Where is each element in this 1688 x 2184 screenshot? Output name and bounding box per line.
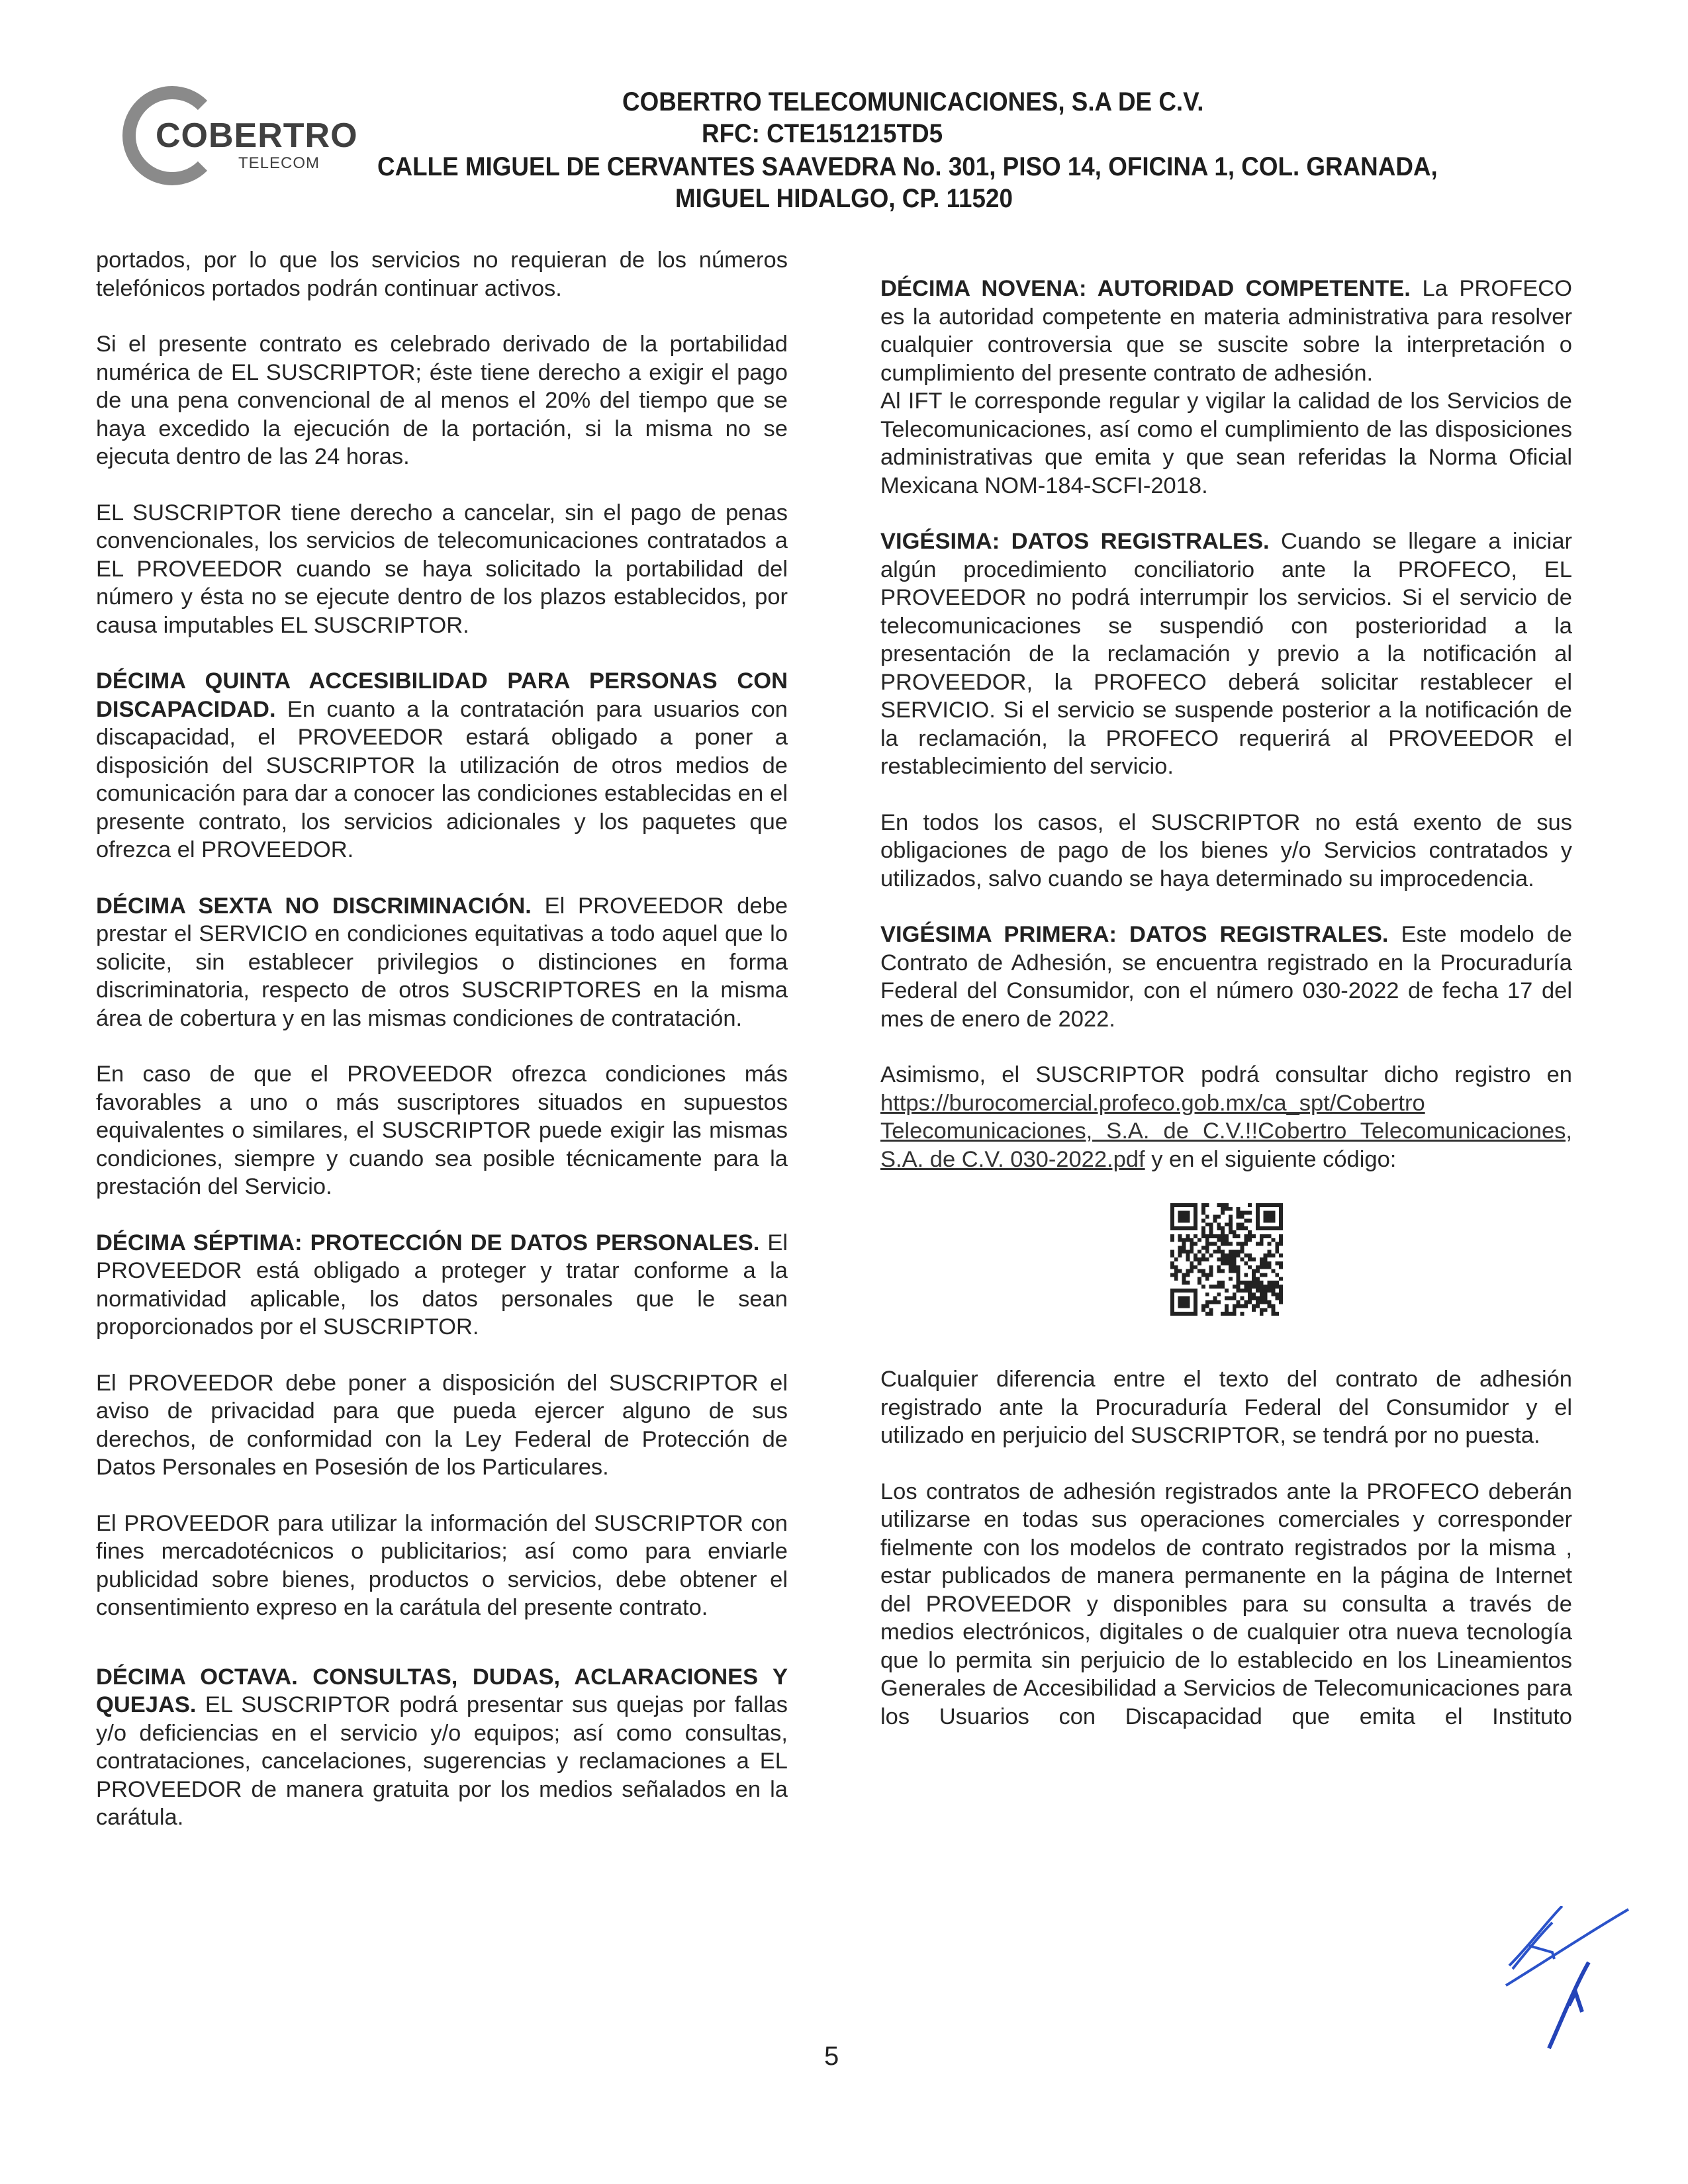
- header-rfc: RFC: CTE151215TD5: [702, 119, 943, 148]
- logo-name: COBERTRO: [156, 116, 358, 155]
- clause-15: [96, 667, 788, 864]
- signature-icon: [1489, 1906, 1635, 2058]
- profeco-registry-link[interactable]: https://burocomercial.profeco.gob.mx/ca_spt/Cobertro Telecomunicaciones, S.A. de C.V.!!Cobertro Telecomunicaciones, S.A. de C.V. 030-2022.pdf: [880, 1090, 1572, 1172]
- clause-21-title: VIGÉSIMA PRIMERA: DATOS REGISTRALES.: [880, 922, 1389, 947]
- clause-20-body: Cuando se llegare a iniciar algún procedimiento conciliatorio ante la PROFECO, EL PROVEEDOR no podrá interrumpir los servicios. Si el servicio de telecomunicaciones se suspendió con posterioridad a la presentación de la reclamación y previo a la notificación al PROVEEDOR, la PROFECO deberá solicitar restablecer el SERVICIO. Si el servicio se suspende posterior a la notificación de la reclamación, la PROFECO requerirá al PROVEEDOR el restablecimiento del servicio.: [880, 529, 1572, 779]
- paragraph-todos-los-casos: En todos los casos, el SUSCRIPTOR no está exento de sus obligaciones de pago de los bienes y/o Servicios contratados y utilizados, salvo cuando se haya determinado su improcedencia.: [880, 809, 1572, 891]
- paragraph-fines-mercadotecnicos: El PROVEEDOR para utilizar la información del SUSCRIPTOR con fines mercadotécnicos o publicitarios; así como para enviarle publicidad sobre bienes, productos o servicios, debe obtener el consentimiento expreso en la carátula del presente contrato.: [96, 1510, 788, 1620]
- paragraph-portabilidad-pena: Si el presente contrato es celebrado derivado de la portabilidad numérica de EL SUSCRIPTOR; éste tiene derecho a exigir el pago de una pena convencional de al menos el 20% del tiempo que se haya excedido la ejecución de la portación, si la misma no se ejecuta dentro de las 24 horas.: [96, 332, 788, 469]
- clause-18: [96, 1663, 788, 1832]
- paragraph-ift: Al IFT le corresponde regular y vigilar la calidad de los Servicios de Telecomunicaciones, así como el cumplimiento de las disposiciones administrativas que emita y que sean referidas la Norma Oficial Mexicana NOM-184-SCFI-2018.: [880, 388, 1572, 498]
- clause-17-title: DÉCIMA SÉPTIMA: PROTECCIÓN DE DATOS PERSONALES.: [96, 1230, 760, 1255]
- clause-21: [880, 921, 1572, 1033]
- clause-21-body: Este modelo de Contrato de Adhesión, se encuentra registrado en la Procuraduría Federal del Consumidor, con el número 030-2022 de fecha 17 del mes de enero de 2022.: [880, 922, 1572, 1032]
- asimismo-text-end: y en el siguiente código:: [1145, 1146, 1397, 1172]
- paragraph-aviso-privacidad: El PROVEEDOR debe poner a disposición del SUSCRIPTOR el aviso de privacidad para que pueda ejercer alguno de sus derechos, de conformidad con la Ley Federal de Protección de Datos Personales en Posesión de los Particulares.: [96, 1370, 788, 1480]
- paragraph-cualquier-diferencia: Cualquier diferencia entre el texto del contrato de adhesión registrado ante la Procuraduría Federal del Consumidor y el utilizado en perjuicio del SUSCRIPTOR, se tendrá por no puesta.: [880, 1367, 1572, 1448]
- paragraph-cancelar: EL SUSCRIPTOR tiene derecho a cancelar, sin el pago de penas convencionales, los servicios de telecomunicaciones contratados a EL PROVEEDOR cuando se haya solicitado la portabilidad del número y ésta no se ejecute dentro de los plazos establecidos, por causa imputables EL SUSCRIPTOR.: [96, 500, 788, 638]
- paragraph-contratos-adhesion: Los contratos de adhesión registrados ante la PROFECO deberán utilizarse en todas sus operaciones comerciales y corresponder fielmente con los modelos de contrato registrados por la misma , estar publicados de manera permanente en la página de Internet del PROVEEDOR y disponibles para su consulta a través de medios electrónicos, digitales o de cualquier otra nueva tecnología que lo permita sin perjuicio de lo establecido en los Lineamientos Generales de Accesibilidad a Servicios de Telecomunicaciones para los Usuarios con Discapacidad que emita el Instituto: [880, 1479, 1572, 1729]
- clause-18-title: DÉCIMA OCTAVA. CONSULTAS, DUDAS, ACLARACIONES Y QUEJAS.: [96, 1664, 788, 1717]
- clause-20-title: VIGÉSIMA: DATOS REGISTRALES.: [880, 529, 1270, 554]
- company-logo: [122, 83, 358, 195]
- clause-15-title: DÉCIMA QUINTA ACCESIBILIDAD PARA PERSONAS CON DISCAPACIDAD.: [96, 668, 788, 722]
- clause-18-body: EL SUSCRIPTOR podrá presentar sus quejas por fallas y/o deficiencias en el servicio y/o equipos; así como consultas, contrataciones, cancelaciones, sugerencias y reclamaciones a EL PROVEEDOR de manera gratuita por los medios señalados en la carátula.: [96, 1692, 788, 1830]
- asimismo-text: Asimismo, el SUSCRIPTOR podrá consultar dicho registro en: [880, 1062, 1572, 1087]
- header-address-line2: MIGUEL HIDALGO, CP. 11520: [675, 184, 1013, 213]
- right-column: [880, 275, 1572, 1758]
- paragraph-condiciones-favorables: En caso de que el PROVEEDOR ofrezca condiciones más favorables a uno o más suscriptores situados en supuestos equivalentes o similares, el SUSCRIPTOR puede exigir las mismas condiciones, siempre y cuando sea posible técnicamente para la prestación del Servicio.: [96, 1062, 788, 1199]
- header-address-line1: CALLE MIGUEL DE CERVANTES SAAVEDRA No. 301, PISO 14, OFICINA 1, COL. GRANADA,: [377, 152, 1438, 181]
- left-column: [96, 246, 788, 1860]
- clause-16: [96, 892, 788, 1033]
- qr-code-icon[interactable]: [1170, 1200, 1283, 1319]
- paragraph-asimismo: [880, 1061, 1572, 1173]
- clause-19-body: La PROFECO es la autoridad competente en materia administrativa para resolver cualquier controversia que se suscite sobre la interpretación o cumplimiento del presente contrato de adhesión.: [880, 276, 1572, 386]
- clause-16-body: El PROVEEDOR debe prestar el SERVICIO en condiciones equitativas a todo aquel que lo solicite, sin establecer privilegios o distinciones en forma discriminatoria, respecto de otros SUSCRIPTORES en la misma área de cobertura y en las mismas condiciones de contratación.: [96, 893, 788, 1031]
- clause-19: [880, 275, 1572, 387]
- clause-17-body: El PROVEEDOR está obligado a proteger y tratar conforme a la normatividad aplicable, los datos personales que le sean proporcionados por el SUSCRIPTOR.: [96, 1230, 788, 1340]
- clause-16-title: DÉCIMA SEXTA NO DISCRIMINACIÓN.: [96, 893, 532, 919]
- clause-19-title: DÉCIMA NOVENA: AUTORIDAD COMPETENTE.: [880, 276, 1411, 301]
- clause-17: [96, 1229, 788, 1342]
- page-number: 5: [824, 2042, 839, 2071]
- clause-20: [880, 527, 1572, 781]
- clause-15-body: En cuanto a la contratación para usuarios con discapacidad, el PROVEEDOR estará obligado a poner a disposición del SUSCRIPTOR la utilización de otros medios de comunicación para dar a conocer las condiciones establecidas en el presente contrato, los servicios adicionales y los paquetes que ofrezca el PROVEEDOR.: [96, 696, 788, 862]
- header-company: COBERTRO TELECOMUNICACIONES, S.A DE C.V.: [622, 87, 1204, 116]
- paragraph-portados: portados, por lo que los servicios no requieran de los números telefónicos portados podrán continuar activos.: [96, 248, 788, 301]
- logo-subtitle: TELECOM: [238, 154, 320, 172]
